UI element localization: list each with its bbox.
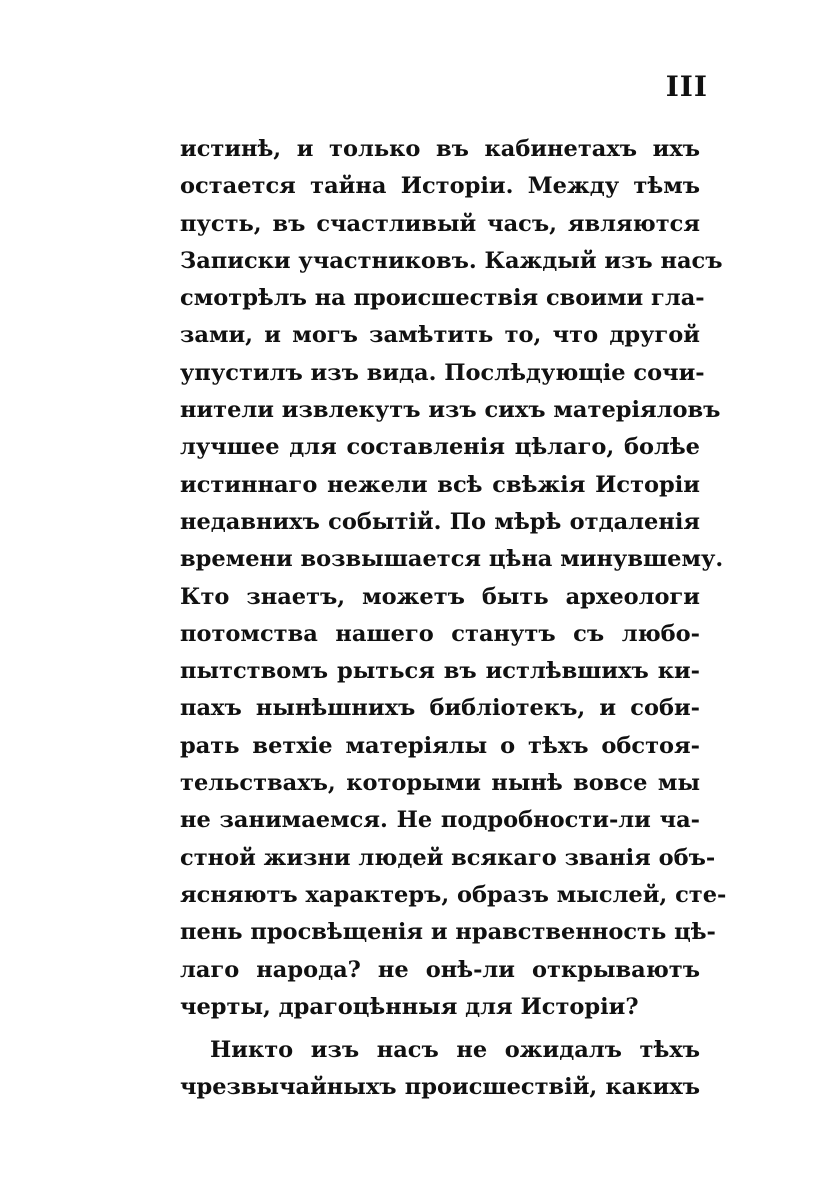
text-line: пень просвѣщенія и нравственность цѣ- — [180, 919, 716, 946]
text-line: времени возвышается цѣна минувшему. — [180, 546, 724, 573]
text-line: ясняютъ характеръ, образъ мыслей, сте- — [180, 881, 727, 908]
text-line: Записки участниковъ. Каждый изъ насъ — [180, 247, 723, 274]
text-line: Кто знаетъ, можетъ быть археологи — [180, 583, 700, 610]
text-line: лучшее для составленія цѣлаго, болѣе — [180, 434, 700, 461]
text-line: остается тайна Исторіи. Между тѣмъ — [180, 173, 700, 200]
text-line: пахъ нынѣшнихъ библіотекъ, и соби- — [180, 695, 700, 722]
text-line: чрезвычайныхъ происшествій, какихъ — [180, 1074, 700, 1101]
text-line: пусть, въ счастливый часъ, являются — [180, 210, 700, 237]
text-line: тельствахъ, которыми нынѣ вовсе мы — [180, 770, 700, 797]
paragraph-1 — [180, 131, 727, 1026]
text-line: истинѣ, и только въ кабинетахъ ихъ — [180, 136, 700, 162]
text-line: стной жизни людей всякаго званія объ- — [180, 844, 716, 871]
text-line: рать ветхіе матеріялы о тѣхъ обстоя- — [180, 732, 700, 759]
text-line: недавнихъ событій. По мѣрѣ отдаленія — [180, 508, 700, 535]
text-line: упустилъ изъ вида. Послѣдующіе сочи- — [180, 359, 705, 386]
text-line: лаго народа? не онѣ-ли открываютъ — [180, 956, 700, 983]
text-line: Никто изъ насъ не ожидалъ тѣхъ — [210, 1037, 700, 1064]
text-line: смотрѣлъ на происшествія своими гла- — [180, 285, 705, 312]
text-line: зами, и могъ замѣтить то, что другой — [180, 322, 700, 349]
text-line: потомства нашего станутъ съ любо- — [180, 620, 700, 647]
text-line: не занимаемся. Не подробности-ли ча- — [180, 807, 700, 834]
text-line: пытствомъ рыться въ истлѣвшихъ ки- — [180, 658, 700, 685]
text-line: нители извлекутъ изъ сихъ матеріяловъ — [180, 397, 721, 424]
text-line: черты, драгоцѣнныя для Исторіи? — [180, 993, 639, 1020]
body-text — [180, 131, 727, 1107]
paragraph-2 — [180, 1032, 700, 1107]
text-line: истиннаго нежели всѣ свѣжія Исторіи — [180, 471, 700, 498]
page-number: III — [665, 70, 708, 103]
